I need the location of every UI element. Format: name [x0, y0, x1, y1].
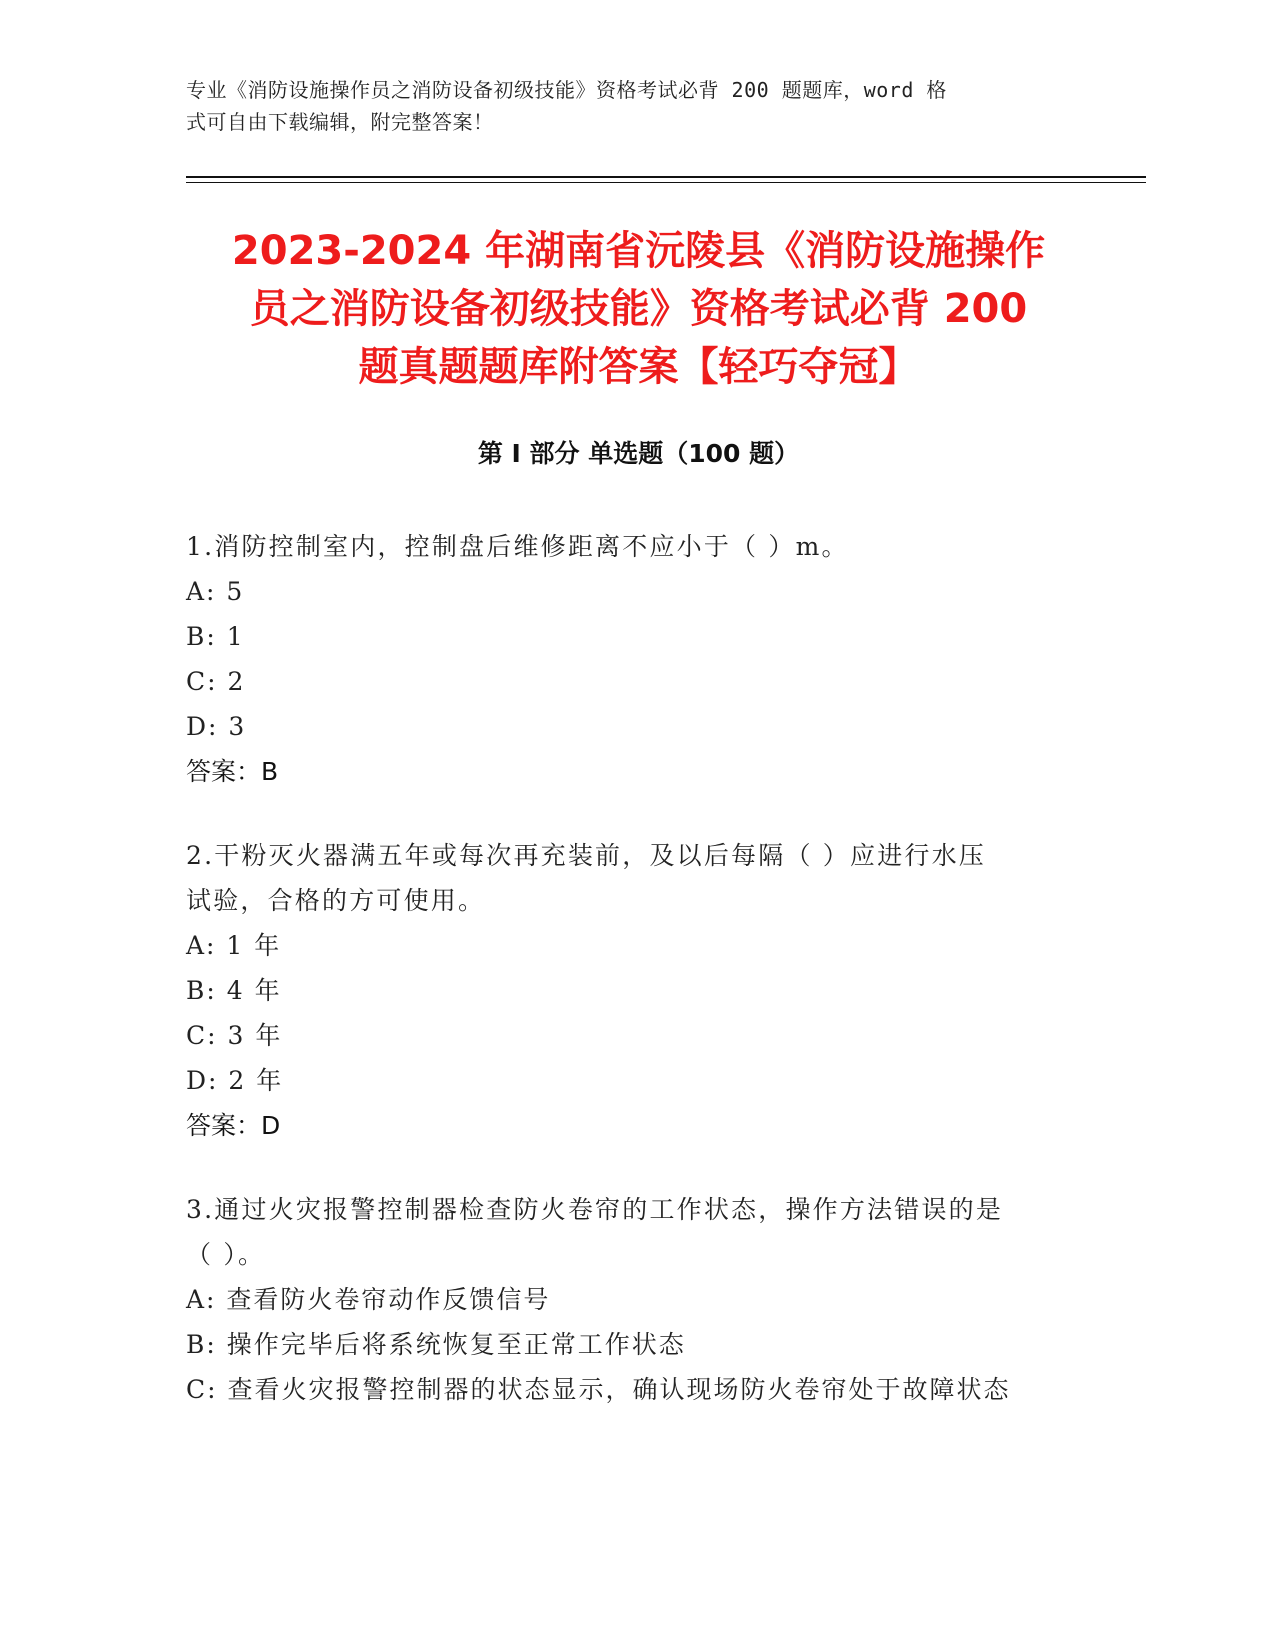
question-stem-line: 试验，合格的方可使用。 [186, 886, 486, 915]
header-divider-thick [186, 176, 1146, 178]
option-a: A: 5 [186, 577, 245, 606]
answer-line: 答案：D [186, 1111, 281, 1140]
header-note-line-1: 专业《消防设施操作员之消防设备初级技能》资格考试必背 200 题题库，word 格 [186, 78, 947, 102]
question-2 [186, 833, 1086, 1148]
section-heading: 第 I 部分 单选题（100 题） [477, 439, 800, 468]
option-b: B: 操作完毕后将系统恢复至正常工作状态 [186, 1330, 686, 1359]
question-list [186, 524, 1086, 1451]
title-line-2: 员之消防设备初级技能》资格考试必背 200 [249, 286, 1028, 332]
option-c: C: 2 [186, 667, 246, 696]
option-d: D: 3 [186, 712, 247, 741]
option-a: A: 1 年 [186, 931, 282, 960]
question-stem-line: 1.消防控制室内，控制盘后维修距离不应小于（ ）m。 [186, 532, 849, 561]
question-stem-line: 2.干粉灭火器满五年或每次再充装前，及以后每隔（ ）应进行水压 [186, 841, 987, 870]
title-line-3: 题真题题库附答案【轻巧夺冠】 [358, 344, 919, 390]
option-d: D: 2 年 [186, 1066, 284, 1095]
title-line-1: 2023-2024 年湖南省沅陵县《消防设施操作 [231, 228, 1046, 274]
question-3 [186, 1187, 1086, 1412]
question-stem-line: （ ）。 [186, 1240, 266, 1269]
option-c: C: 3 年 [186, 1021, 283, 1050]
question-1 [186, 524, 1086, 794]
option-a: A: 查看防火卷帘动作反馈信号 [186, 1285, 551, 1314]
option-b: B: 1 [186, 622, 245, 651]
question-stem-line: 3.通过火灾报警控制器检查防火卷帘的工作状态，操作方法错误的是 [186, 1195, 1004, 1224]
option-b: B: 4 年 [186, 976, 282, 1005]
answer-line: 答案：B [186, 757, 279, 786]
document-title [186, 222, 1091, 396]
header-note [186, 74, 1066, 138]
header-note-line-2: 式可自由下载编辑，附完整答案！ [186, 110, 494, 134]
header-divider-thin [186, 182, 1146, 183]
option-c: C: 查看火灾报警控制器的状态显示，确认现场防火卷帘处于故障状态 [186, 1375, 1011, 1404]
